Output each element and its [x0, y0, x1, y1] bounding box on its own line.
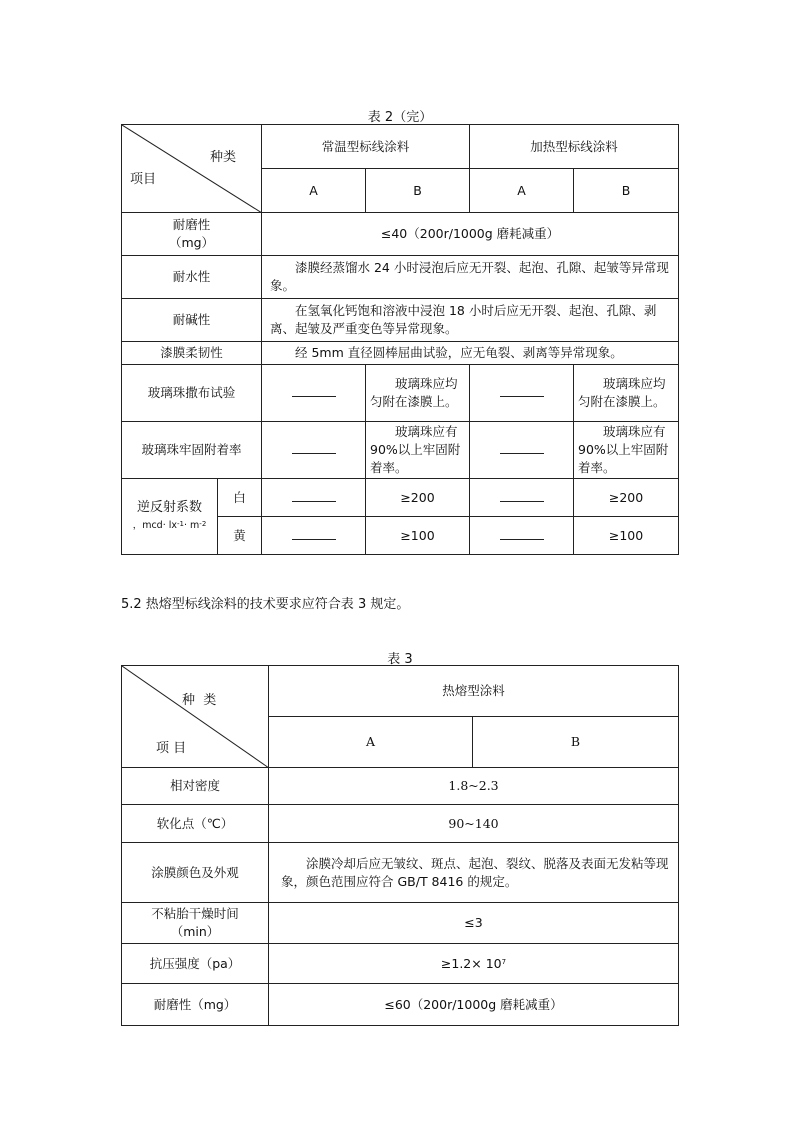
row-value-water: 漆膜经蒸馏水 24 小时浸泡后应无开裂、起泡、孔隙、起皱等异常现象。: [262, 256, 679, 299]
bead-adhesion-b-value: 玻璃珠应有 90%以上牢固附着率。: [574, 422, 679, 479]
table3: [121, 665, 679, 1026]
row-value-compressive-strength: $\ge 1.2\times 10^7$: [269, 944, 679, 984]
empty-dash-cell: [262, 365, 366, 422]
row-value-wear: ≤60（200r/1000g 磨耗减重）: [269, 984, 679, 1026]
diagonal-line: [122, 125, 262, 213]
row-label-retroreflection: 逆反射系数 ，$mcd\cdot lx^{-1}\cdot m^{-2}$: [122, 479, 218, 555]
sub-header-b: B: [473, 717, 679, 768]
group-header-heated: 加热型标线涂料: [470, 125, 679, 169]
white-b-value: ≥200: [574, 479, 679, 517]
row-label-bead-adhesion: 玻璃珠牢固附着率: [122, 422, 262, 479]
empty-dash-cell: [470, 479, 574, 517]
table3-caption: 表 3: [387, 652, 413, 667]
row-label-white: 白: [218, 479, 262, 517]
table2: [121, 124, 679, 555]
row-label-compressive-strength: 抗压强度（pa）: [122, 944, 269, 984]
corner-bottom-label: 项目: [130, 172, 157, 187]
empty-dash-cell: [470, 365, 574, 422]
corner-top-label: 种 类: [182, 693, 217, 708]
empty-dash-cell: [470, 517, 574, 555]
empty-dash-cell: [470, 422, 574, 479]
row-label-wear: 耐磨性 （mg）: [122, 213, 262, 256]
bead-spread-b-value: 玻璃珠应均匀附在漆膜上。: [366, 365, 470, 422]
row-label-wear: 耐磨性（mg）: [122, 984, 269, 1026]
group-header-normal-temp: 常温型标线涂料: [262, 125, 470, 169]
row-label-softening-point: 软化点（℃）: [122, 805, 269, 843]
yellow-b-value: ≥100: [574, 517, 679, 555]
row-value-wear: ≤40（200r/1000g 磨耗减重）: [262, 213, 679, 256]
row-value-alkali: 在氢氧化钙饱和溶液中浸泡 18 小时后应无开裂、起泡、孔隙、剥离、起皱及严重变色等异常现象。: [262, 299, 679, 342]
corner-top-label: 种类: [210, 150, 237, 165]
row-value-softening-point: 90~140: [269, 805, 679, 843]
sub-header-b: B: [366, 169, 470, 213]
row-value-drying-time: ≤3: [269, 903, 679, 944]
bead-spread-b-value: 玻璃珠应均匀附在漆膜上。: [574, 365, 679, 422]
row-label-density: 相对密度: [122, 768, 269, 805]
table3-corner-header: [122, 666, 269, 768]
row-label-flex: 漆膜柔韧性: [122, 342, 262, 365]
sub-header-a: A: [269, 717, 473, 768]
yellow-b-value: ≥100: [366, 517, 470, 555]
empty-dash-cell: [262, 517, 366, 555]
row-label-alkali: 耐碱性: [122, 299, 262, 342]
table2-caption: 表 2（完）: [367, 110, 433, 125]
sub-header-a: A: [470, 169, 574, 213]
diagonal-line: [122, 666, 269, 768]
row-label-yellow: 黄: [218, 517, 262, 555]
table2-corner-header: [122, 125, 262, 213]
corner-bottom-label: 项 目: [156, 741, 187, 756]
sub-header-a: A: [262, 169, 366, 213]
row-label-color-appearance: 涂膜颜色及外观: [122, 843, 269, 903]
white-b-value: ≥200: [366, 479, 470, 517]
row-value-density: 1.8~2.3: [269, 768, 679, 805]
section-5-2-text: 5.2 热熔型标线涂料的技术要求应符合表 3 规定。: [121, 597, 410, 612]
row-value-flex: 经 5mm 直径圆棒屈曲试验，应无龟裂、剥离等异常现象。: [262, 342, 679, 365]
empty-dash-cell: [262, 479, 366, 517]
group-header-hot-melt: 热熔型涂料: [269, 666, 679, 717]
row-label-drying-time: 不粘胎干燥时间 （min）: [122, 903, 269, 944]
row-value-color-appearance: 涂膜冷却后应无皱纹、斑点、起泡、裂纹、脱落及表面无发粘等现象，颜色范围应符合 GB/T 8416 的规定。: [269, 843, 679, 903]
row-label-water: 耐水性: [122, 256, 262, 299]
bead-adhesion-b-value: 玻璃珠应有 90%以上牢固附着率。: [366, 422, 470, 479]
empty-dash-cell: [262, 422, 366, 479]
sub-header-b: B: [574, 169, 679, 213]
row-label-bead-spread: 玻璃珠撒布试验: [122, 365, 262, 422]
